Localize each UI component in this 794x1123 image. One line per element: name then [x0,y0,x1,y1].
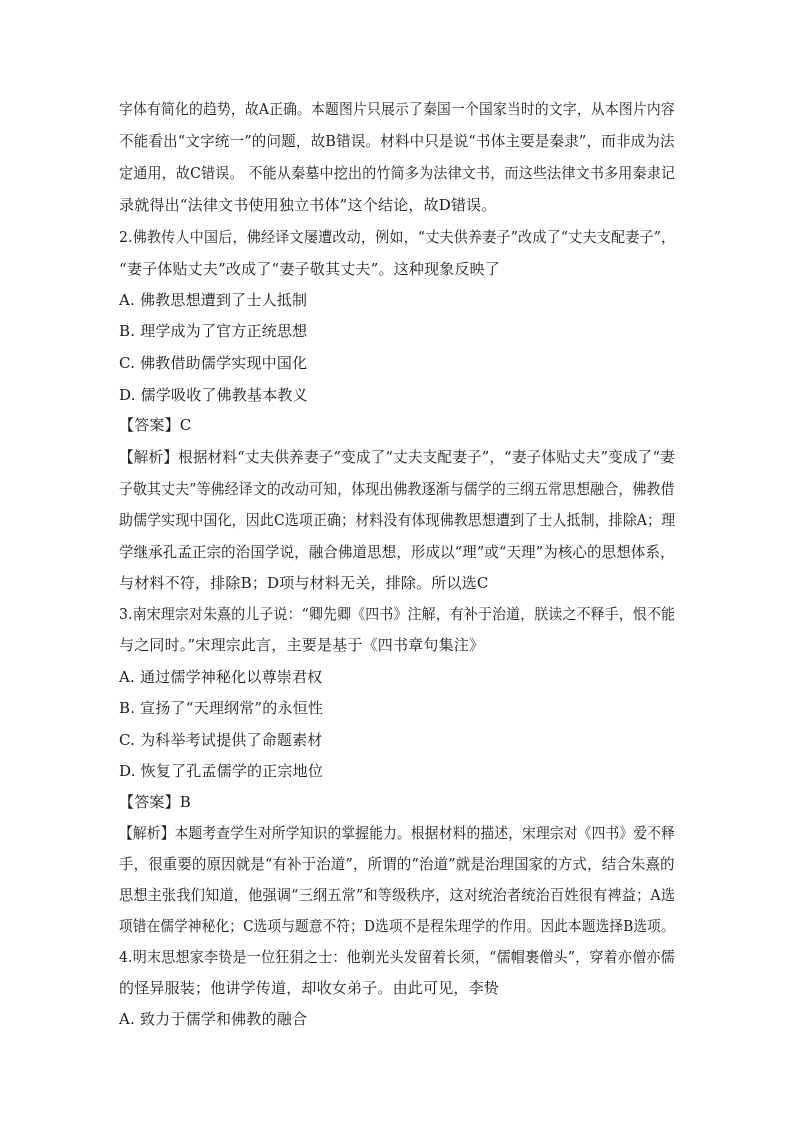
question-2-stem: 2.佛教传人中国后，佛经译文屡遭改动，例如，“丈夫供养妻子”改成了“丈夫支配妻子”， [119,228,676,246]
question-4-option-a: A. 致力于儒学和佛教的融合 [119,1010,308,1028]
question-3-option-c: C. 为科举考试提供了命题素材 [119,731,323,749]
text-line: 字体有简化的趋势，故A正确。本题图片只展示了秦国一个国家当时的文字，从本图片内容 [119,100,675,118]
question-2-option-d: D. 儒学吸收了佛教基本教义 [119,386,308,404]
question-3-answer: 【答案】B [119,793,192,811]
question-2-option-a: A. 佛教思想遭到了士人抵制 [119,291,308,309]
question-3-option-d: D. 恢复了孔孟儒学的正宗地位 [119,762,324,780]
question-3-stem: 3.南宋理宗对朱熹的儿子说：“卿先卿《四书》注解，有补于治道，朕读之不释手，恨不能 [119,605,676,623]
text-line: 不能看出“文字统一”的问题，故B错误。材料中只是说“书体主要是秦隶”，而非成为法 [119,132,675,150]
question-2-analysis: 学继承孔孟正宗的治国学说，融合佛道思想，形成以“理”或“天理”为核心的思想体系， [119,543,675,561]
question-2-stem: “妻子体贴丈夫”改成了“妻子敬其丈夫”。这种现象反映了 [119,260,501,278]
question-2-option-c: C. 佛教借助儒学实现中国化 [119,354,308,372]
question-2-answer: 【答案】C [119,416,192,434]
question-3-analysis: 【解析】本题考查学生对所学知识的掌握能力。根据材料的描述，宋理宗对《四书》爱不释 [119,824,676,842]
question-4-stem: 4.明末思想家李贽是一位狂狷之士：他剃光头发留着长须，“儒帽裹僧头”，穿着亦僧亦儒 [119,948,675,966]
question-3-option-b: B. 宣扬了“天理纲常”的永恒性 [119,699,324,717]
question-3-analysis: 手，很重要的原因就是“有补于治道”，所谓的“治道”就是治理国家的方式，结合朱熹的 [119,855,675,873]
question-3-option-a: A. 通过儒学神秘化以尊崇君权 [119,668,323,686]
question-2-option-b: B. 理学成为了官方正统思想 [119,322,308,340]
question-2-analysis: 助儒学实现中国化，因此C选项正确；材料没有体现佛教思想遭到了士人抵制，排除A；理 [119,511,676,529]
text-line: 定通用，故C错误。 不能从秦墓中挖出的竹简多为法律文书，而这些法律文书多用秦隶记 [119,164,676,182]
question-4-stem: 的怪异服装；他讲学传道，却收女弟子。由此可见，李贽 [119,979,500,997]
question-2-analysis: 与材料不符，排除B；D项与材料无关，排除。所以选C [119,574,489,592]
question-2-analysis: 子敬其丈夫”等佛经译文的改动可知，体现出佛教逐渐与儒学的三纲五常思想融合，佛教借 [119,480,675,498]
question-3-analysis: 项错在儒学神秘化；C选项与题意不符；D选项不是程朱理学的作用。因此本题选择B选项。 [119,917,675,935]
question-2-analysis: 【解析】根据材料“丈夫供养妻子”变成了“丈夫支配妻子”，“妻子体贴丈夫”变成了“妻 [119,448,675,466]
text-line: 录就得出“法律文书使用独立书体”这个结论，故D错误。 [119,196,497,214]
question-3-stem: 与之同时。”宋理宗此言，主要是基于《四书章句集注》 [119,636,485,654]
question-3-analysis: 思想主张我们知道，他强调“三纲五常”和等级秩序，这对统治者统治百姓很有裨益；A选 [119,886,676,904]
